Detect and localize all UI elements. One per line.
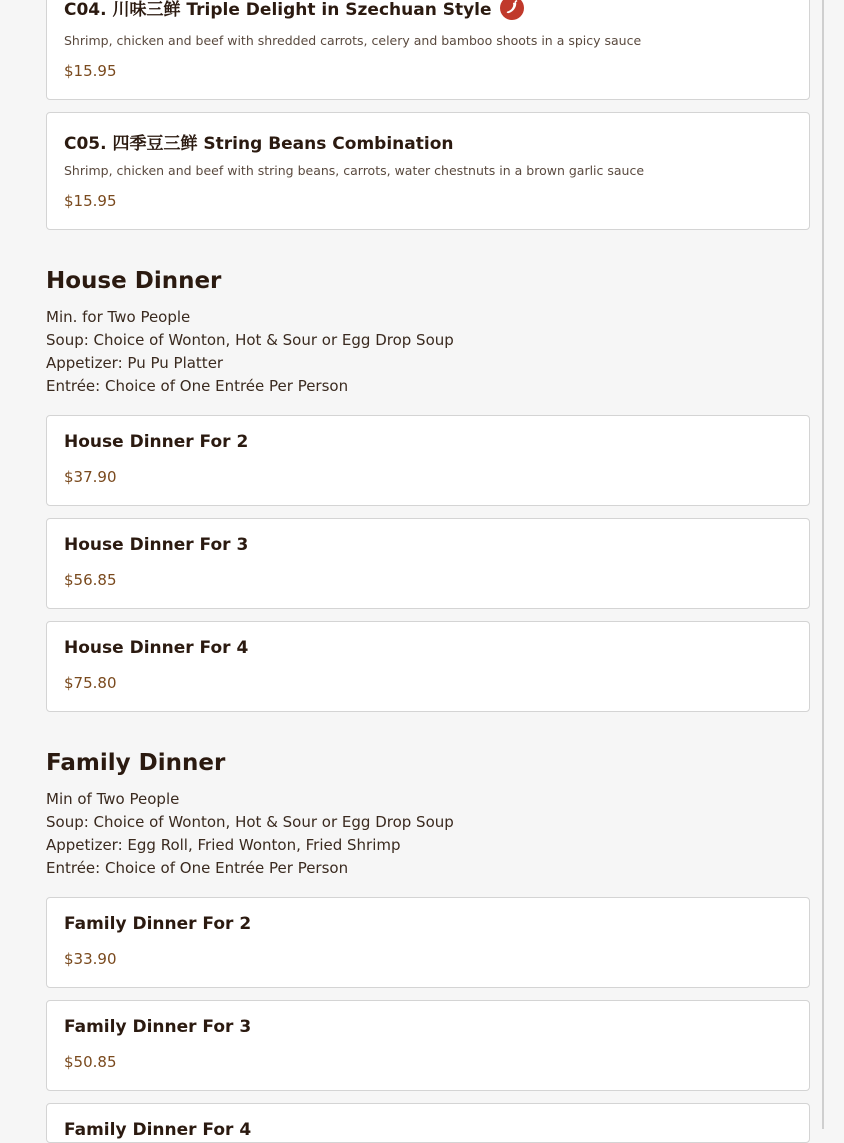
menu-item-title: C04. 川味三鲜 Triple Delight in Szechuan Style bbox=[64, 0, 524, 20]
menu-item-price: $56.85 bbox=[64, 571, 117, 589]
scrollbar[interactable] bbox=[822, 0, 824, 1129]
menu-item-price: $15.95 bbox=[64, 62, 117, 80]
menu-item-card[interactable] bbox=[46, 897, 810, 988]
section-info-line: Soup: Choice of Wonton, Hot & Sour or Egg Drop Soup bbox=[46, 813, 454, 831]
menu-item-price: $33.90 bbox=[64, 950, 117, 968]
section-title-family-dinner: Family Dinner bbox=[46, 750, 226, 776]
menu-item-card[interactable] bbox=[46, 0, 810, 100]
section-info-line: Soup: Choice of Wonton, Hot & Sour or Egg Drop Soup bbox=[46, 331, 454, 349]
menu-item-price: $75.80 bbox=[64, 674, 117, 692]
chili-pepper-icon bbox=[500, 0, 524, 20]
menu-item-title: Family Dinner For 4 bbox=[64, 1120, 252, 1140]
menu-item-title: Family Dinner For 2 bbox=[64, 914, 252, 934]
menu-item-card[interactable] bbox=[46, 415, 810, 506]
section-info-line: Entrée: Choice of One Entrée Per Person bbox=[46, 859, 349, 877]
menu-item-card[interactable] bbox=[46, 1000, 810, 1091]
menu-item-title: House Dinner For 4 bbox=[64, 638, 249, 658]
section-info-line: Appetizer: Pu Pu Platter bbox=[46, 354, 224, 372]
menu-item-title: House Dinner For 2 bbox=[64, 432, 249, 452]
menu-item-price: $37.90 bbox=[64, 468, 117, 486]
menu-item-card[interactable] bbox=[46, 518, 810, 609]
section-title-house-dinner: House Dinner bbox=[46, 268, 222, 294]
menu-item-price: $15.95 bbox=[64, 192, 117, 210]
menu-item-price: $50.85 bbox=[64, 1053, 117, 1071]
menu-item-description: Shrimp, chicken and beef with string beans, carrots, water chestnuts in a brown garlic sauce bbox=[64, 163, 645, 178]
section-info-line: Min. for Two People bbox=[46, 308, 191, 326]
section-info-line: Appetizer: Egg Roll, Fried Wonton, Fried Shrimp bbox=[46, 836, 401, 854]
menu-item-title: House Dinner For 3 bbox=[64, 535, 249, 555]
section-info-line: Min of Two People bbox=[46, 790, 180, 808]
menu-item-card[interactable] bbox=[46, 1103, 810, 1143]
section-info-line: Entrée: Choice of One Entrée Per Person bbox=[46, 377, 349, 395]
menu-item-card[interactable] bbox=[46, 621, 810, 712]
menu-item-card[interactable] bbox=[46, 112, 810, 230]
menu-item-description: Shrimp, chicken and beef with shredded carrots, celery and bamboo shoots in a spicy sauce bbox=[64, 33, 642, 48]
menu-item-title: Family Dinner For 3 bbox=[64, 1017, 252, 1037]
menu-item-title: C05. 四季豆三鲜 String Beans Combination bbox=[64, 134, 454, 154]
